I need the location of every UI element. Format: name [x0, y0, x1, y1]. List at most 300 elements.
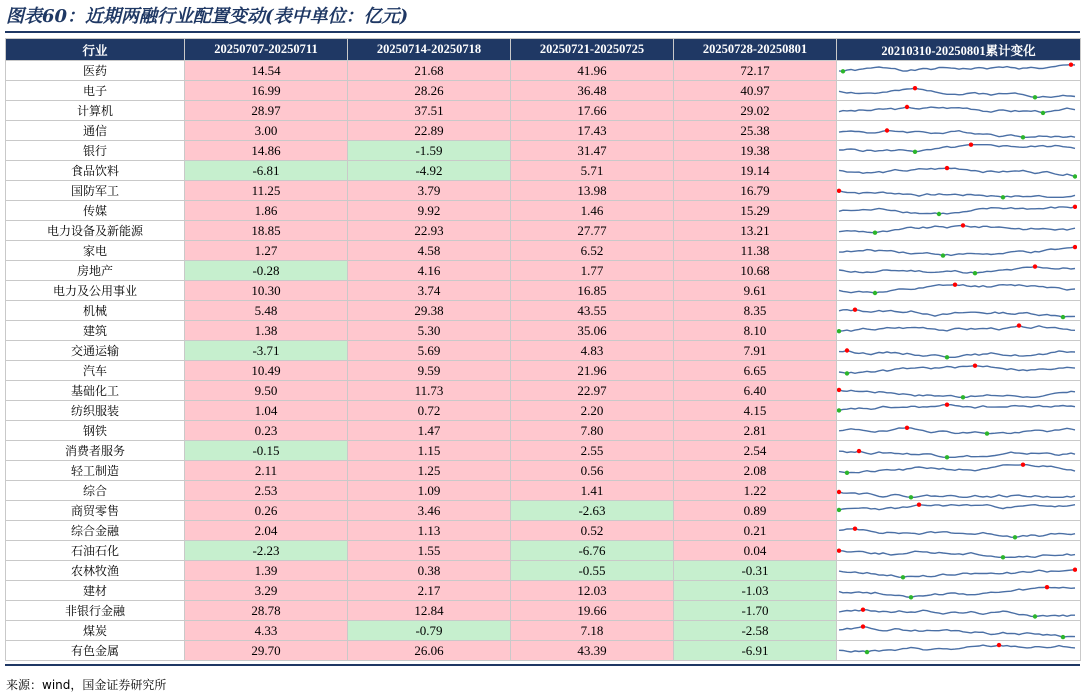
sparkline	[837, 422, 1077, 440]
sparkline	[837, 602, 1077, 620]
sparkline-cell	[837, 61, 1081, 81]
value-cell: 1.55	[348, 541, 511, 561]
sparkline	[837, 562, 1077, 580]
value-cell: 4.33	[185, 621, 348, 641]
sparkline-min-marker	[1001, 555, 1005, 559]
value-cell: 2.53	[185, 481, 348, 501]
value-cell: 0.72	[348, 401, 511, 421]
sparkline-path	[839, 427, 1075, 433]
sparkline-cell	[837, 341, 1081, 361]
value-cell: 2.11	[185, 461, 348, 481]
value-cell: 0.52	[511, 521, 674, 541]
sparkline-max-marker	[1033, 264, 1037, 268]
value-cell: -4.92	[348, 161, 511, 181]
sparkline-path	[839, 206, 1075, 213]
value-cell: 12.03	[511, 581, 674, 601]
value-cell: 7.80	[511, 421, 674, 441]
table-row	[6, 441, 1081, 461]
table-row	[6, 481, 1081, 501]
value-cell: 4.83	[511, 341, 674, 361]
value-cell: 6.65	[674, 361, 837, 381]
sparkline-min-marker	[1013, 535, 1017, 539]
sparkline-max-marker	[861, 624, 865, 628]
table-row	[6, 401, 1081, 421]
value-cell: 21.68	[348, 61, 511, 81]
industry-cell: 综合金融	[6, 521, 185, 541]
value-cell: 7.18	[511, 621, 674, 641]
value-cell: 0.04	[674, 541, 837, 561]
sparkline-min-marker	[841, 69, 845, 73]
sparkline	[837, 462, 1077, 480]
value-cell: 9.61	[674, 281, 837, 301]
table-row	[6, 281, 1081, 301]
value-cell: 22.97	[511, 381, 674, 401]
value-cell: -1.70	[674, 601, 837, 621]
sparkline-cell	[837, 521, 1081, 541]
sparkline-min-marker	[937, 211, 941, 215]
industry-cell: 基础化工	[6, 381, 185, 401]
margin-financing-table	[5, 38, 1081, 661]
industry-cell: 综合	[6, 481, 185, 501]
value-cell: -1.03	[674, 581, 837, 601]
value-cell: 29.70	[185, 641, 348, 661]
value-cell: -0.15	[185, 441, 348, 461]
table-row	[6, 61, 1081, 81]
value-cell: 28.97	[185, 101, 348, 121]
sparkline-cell	[837, 601, 1081, 621]
value-cell: 0.56	[511, 461, 674, 481]
sparkline-cell	[837, 201, 1081, 221]
sparkline-cell	[837, 361, 1081, 381]
value-cell: 17.43	[511, 121, 674, 141]
value-cell: 13.98	[511, 181, 674, 201]
table-row	[6, 121, 1081, 141]
sparkline-path	[839, 266, 1075, 273]
sparkline-path	[839, 144, 1075, 151]
sparkline-cell	[837, 241, 1081, 261]
value-cell: -0.55	[511, 561, 674, 581]
table-row	[6, 101, 1081, 121]
value-cell: 28.26	[348, 81, 511, 101]
header-cumulative: 20210310-20250801累计变化	[837, 39, 1081, 61]
sparkline-cell	[837, 181, 1081, 201]
value-cell: 1.27	[185, 241, 348, 261]
sparkline	[837, 182, 1077, 200]
sparkline-cell	[837, 281, 1081, 301]
value-cell: 16.85	[511, 281, 674, 301]
value-cell: 6.52	[511, 241, 674, 261]
value-cell: 19.66	[511, 601, 674, 621]
chart-title: 图表60：近期两融行业配置变动(表中单位：亿元)	[6, 6, 409, 27]
value-cell: 1.47	[348, 421, 511, 441]
value-cell: 43.55	[511, 301, 674, 321]
value-cell: 9.92	[348, 201, 511, 221]
value-cell: 27.77	[511, 221, 674, 241]
value-cell: 12.84	[348, 601, 511, 621]
industry-cell: 有色金属	[6, 641, 185, 661]
value-cell: 41.96	[511, 61, 674, 81]
value-cell: 3.00	[185, 121, 348, 141]
sparkline-path	[839, 350, 1075, 357]
value-cell: 10.68	[674, 261, 837, 281]
sparkline-min-marker	[1061, 634, 1065, 638]
value-cell: 5.48	[185, 301, 348, 321]
value-cell: 3.46	[348, 501, 511, 521]
sparkline-path	[839, 309, 1075, 316]
sparkline-max-marker	[885, 128, 889, 132]
value-cell: 15.29	[674, 201, 837, 221]
sparkline-min-marker	[837, 329, 841, 333]
header-week-1: 20250707-20250711	[185, 39, 348, 61]
industry-cell: 传媒	[6, 201, 185, 221]
table-row	[6, 301, 1081, 321]
sparkline-min-marker	[873, 230, 877, 234]
industry-cell: 电力设备及新能源	[6, 221, 185, 241]
table-row	[6, 561, 1081, 581]
sparkline-min-marker	[1033, 95, 1037, 99]
bottom-rule	[5, 664, 1080, 666]
value-cell: 29.02	[674, 101, 837, 121]
value-cell: 9.50	[185, 381, 348, 401]
sparkline-path	[839, 190, 1075, 197]
sparkline-path	[839, 587, 1075, 597]
value-cell: 2.54	[674, 441, 837, 461]
value-cell: 11.38	[674, 241, 837, 261]
industry-cell: 交通运输	[6, 341, 185, 361]
sparkline-cell	[837, 261, 1081, 281]
sparkline-min-marker	[945, 355, 949, 359]
industry-cell: 电力及公用事业	[6, 281, 185, 301]
sparkline-max-marker	[837, 387, 841, 391]
sparkline	[837, 62, 1077, 80]
value-cell: 40.97	[674, 81, 837, 101]
table-row	[6, 541, 1081, 561]
industry-cell: 煤炭	[6, 621, 185, 641]
industry-cell: 医药	[6, 61, 185, 81]
sparkline-min-marker	[973, 271, 977, 275]
industry-cell: 建材	[6, 581, 185, 601]
industry-cell: 建筑	[6, 321, 185, 341]
value-cell: 2.81	[674, 421, 837, 441]
value-cell: 37.51	[348, 101, 511, 121]
sparkline-cell	[837, 541, 1081, 561]
table-row	[6, 621, 1081, 641]
sparkline-min-marker	[945, 455, 949, 459]
value-cell: 4.16	[348, 261, 511, 281]
header-week-3: 20250721-20250725	[511, 39, 674, 61]
table-row	[6, 581, 1081, 601]
industry-cell: 汽车	[6, 361, 185, 381]
sparkline-max-marker	[905, 104, 909, 108]
table-row	[6, 641, 1081, 661]
sparkline-path	[839, 130, 1075, 137]
value-cell: 2.08	[674, 461, 837, 481]
sparkline-max-marker	[857, 448, 861, 452]
value-cell: -6.91	[674, 641, 837, 661]
sparkline-cell	[837, 121, 1081, 141]
industry-cell: 轻工制造	[6, 461, 185, 481]
value-cell: 4.15	[674, 401, 837, 421]
table-row	[6, 321, 1081, 341]
sparkline-min-marker	[1073, 174, 1077, 178]
sparkline	[837, 82, 1077, 100]
value-cell: 0.38	[348, 561, 511, 581]
value-cell: 1.41	[511, 481, 674, 501]
sparkline	[837, 482, 1077, 500]
sparkline-max-marker	[913, 86, 917, 90]
value-cell: 3.74	[348, 281, 511, 301]
sparkline-path	[839, 492, 1075, 497]
sparkline	[837, 262, 1077, 280]
sparkline-cell	[837, 81, 1081, 101]
sparkline-max-marker	[845, 348, 849, 352]
industry-cell: 纺织服装	[6, 401, 185, 421]
value-cell: 35.06	[511, 321, 674, 341]
value-cell: 6.40	[674, 381, 837, 401]
sparkline-cell	[837, 381, 1081, 401]
industry-cell: 银行	[6, 141, 185, 161]
sparkline-max-marker	[905, 425, 909, 429]
sparkline-max-marker	[973, 363, 977, 367]
sparkline-max-marker	[1017, 323, 1021, 327]
sparkline	[837, 542, 1077, 560]
sparkline-min-marker	[909, 495, 913, 499]
sparkline-path	[839, 504, 1075, 509]
table-row	[6, 81, 1081, 101]
value-cell: -2.23	[185, 541, 348, 561]
sparkline	[837, 442, 1077, 460]
sparkline	[837, 582, 1077, 600]
sparkline-min-marker	[1061, 314, 1065, 318]
value-cell: 0.21	[674, 521, 837, 541]
value-cell: 22.89	[348, 121, 511, 141]
value-cell: 0.89	[674, 501, 837, 521]
sparkline-path	[839, 609, 1075, 616]
sparkline	[837, 122, 1077, 140]
industry-cell: 机械	[6, 301, 185, 321]
value-cell: 1.46	[511, 201, 674, 221]
industry-cell: 国防军工	[6, 181, 185, 201]
value-cell: 0.23	[185, 421, 348, 441]
value-cell: 14.86	[185, 141, 348, 161]
industry-cell: 商贸零售	[6, 501, 185, 521]
sparkline-path	[839, 464, 1075, 472]
sparkline-min-marker	[1041, 110, 1045, 114]
table-row	[6, 501, 1081, 521]
sparkline-max-marker	[917, 502, 921, 506]
value-cell: -6.81	[185, 161, 348, 181]
value-cell: 26.06	[348, 641, 511, 661]
sparkline-max-marker	[969, 142, 973, 146]
value-cell: 22.93	[348, 221, 511, 241]
industry-cell: 计算机	[6, 101, 185, 121]
sparkline-cell	[837, 401, 1081, 421]
sparkline-max-marker	[853, 307, 857, 311]
sparkline-max-marker	[961, 223, 965, 227]
sparkline-max-marker	[1073, 204, 1077, 208]
value-cell: 17.66	[511, 101, 674, 121]
table-row	[6, 161, 1081, 181]
industry-cell: 钢铁	[6, 421, 185, 441]
table-row	[6, 461, 1081, 481]
industry-cell: 电子	[6, 81, 185, 101]
sparkline-path	[839, 528, 1075, 537]
value-cell: 1.25	[348, 461, 511, 481]
sparkline-cell	[837, 621, 1081, 641]
industry-cell: 非银行金融	[6, 601, 185, 621]
sparkline-path	[839, 247, 1075, 256]
value-cell: 1.39	[185, 561, 348, 581]
value-cell: 28.78	[185, 601, 348, 621]
sparkline-min-marker	[873, 290, 877, 294]
sparkline-cell	[837, 461, 1081, 481]
value-cell: 19.38	[674, 141, 837, 161]
sparkline-max-marker	[1073, 567, 1077, 571]
value-cell: 11.25	[185, 181, 348, 201]
value-cell: 14.54	[185, 61, 348, 81]
value-cell: 5.69	[348, 341, 511, 361]
value-cell: 2.55	[511, 441, 674, 461]
sparkline	[837, 202, 1077, 220]
sparkline-min-marker	[901, 575, 905, 579]
table-row	[6, 181, 1081, 201]
value-cell: -3.71	[185, 341, 348, 361]
sparkline-path	[839, 645, 1075, 652]
value-cell: -0.79	[348, 621, 511, 641]
header-row	[6, 39, 1081, 61]
sparkline-cell	[837, 221, 1081, 241]
value-cell: 1.09	[348, 481, 511, 501]
sparkline-min-marker	[837, 408, 841, 412]
sparkline-min-marker	[941, 253, 945, 257]
value-cell: 7.91	[674, 341, 837, 361]
industry-cell: 石油石化	[6, 541, 185, 561]
table-row	[6, 261, 1081, 281]
table-row	[6, 361, 1081, 381]
sparkline	[837, 382, 1077, 400]
sparkline-max-marker	[853, 526, 857, 530]
sparkline-cell	[837, 141, 1081, 161]
value-cell: 4.58	[348, 241, 511, 261]
header-week-2: 20250714-20250718	[348, 39, 511, 61]
value-cell: 31.47	[511, 141, 674, 161]
value-cell: 2.17	[348, 581, 511, 601]
sparkline-max-marker	[953, 282, 957, 286]
sparkline-min-marker	[865, 649, 869, 653]
value-cell: 2.20	[511, 401, 674, 421]
sparkline-min-marker	[913, 149, 917, 153]
table-row	[6, 341, 1081, 361]
sparkline-cell	[837, 581, 1081, 601]
value-cell: 36.48	[511, 81, 674, 101]
sparkline-path	[839, 389, 1075, 396]
sparkline-max-marker	[945, 402, 949, 406]
table-body	[6, 61, 1081, 661]
table-row	[6, 421, 1081, 441]
value-cell: 18.85	[185, 221, 348, 241]
value-cell: 8.35	[674, 301, 837, 321]
table-row	[6, 141, 1081, 161]
value-cell: 43.39	[511, 641, 674, 661]
sparkline-max-marker	[1021, 462, 1025, 466]
value-cell: -2.63	[511, 501, 674, 521]
sparkline-path	[839, 64, 1075, 71]
value-cell: 16.79	[674, 181, 837, 201]
value-cell: 11.73	[348, 381, 511, 401]
value-cell: 72.17	[674, 61, 837, 81]
sparkline	[837, 142, 1077, 160]
sparkline-min-marker	[837, 507, 841, 511]
table-row	[6, 201, 1081, 221]
sparkline-max-marker	[1069, 62, 1073, 66]
sparkline	[837, 622, 1077, 640]
industry-cell: 房地产	[6, 261, 185, 281]
sparkline-path	[839, 88, 1075, 97]
sparkline	[837, 322, 1077, 340]
value-cell: 8.10	[674, 321, 837, 341]
value-cell: -6.76	[511, 541, 674, 561]
industry-cell: 农林牧渔	[6, 561, 185, 581]
value-cell: 1.38	[185, 321, 348, 341]
sparkline	[837, 642, 1077, 660]
sparkline-max-marker	[1073, 244, 1077, 248]
table-row	[6, 241, 1081, 261]
value-cell: 16.99	[185, 81, 348, 101]
sparkline-max-marker	[861, 607, 865, 611]
sparkline	[837, 242, 1077, 260]
industry-cell: 家电	[6, 241, 185, 261]
table-row	[6, 381, 1081, 401]
value-cell: 1.13	[348, 521, 511, 541]
value-cell: -0.28	[185, 261, 348, 281]
sparkline-cell	[837, 161, 1081, 181]
value-cell: 2.04	[185, 521, 348, 541]
value-cell: -0.31	[674, 561, 837, 581]
sparkline	[837, 102, 1077, 120]
sparkline-cell	[837, 561, 1081, 581]
value-cell: -2.58	[674, 621, 837, 641]
industry-cell: 通信	[6, 121, 185, 141]
value-cell: 29.38	[348, 301, 511, 321]
sparkline-path	[839, 451, 1075, 457]
sparkline	[837, 302, 1077, 320]
sparkline-min-marker	[845, 371, 849, 375]
value-cell: 21.96	[511, 361, 674, 381]
value-cell: 25.38	[674, 121, 837, 141]
sparkline	[837, 502, 1077, 520]
sparkline-min-marker	[961, 395, 965, 399]
table-row	[6, 221, 1081, 241]
sparkline	[837, 362, 1077, 380]
sparkline-cell	[837, 481, 1081, 501]
value-cell: 1.22	[674, 481, 837, 501]
value-cell: 19.14	[674, 161, 837, 181]
sparkline-cell	[837, 641, 1081, 661]
table-row	[6, 601, 1081, 621]
value-cell: 3.79	[348, 181, 511, 201]
sparkline-cell	[837, 301, 1081, 321]
sparkline-path	[839, 404, 1075, 410]
sparkline-path	[839, 365, 1075, 373]
header-industry: 行业	[6, 39, 185, 61]
value-cell: 5.71	[511, 161, 674, 181]
sparkline-min-marker	[1033, 614, 1037, 618]
sparkline	[837, 522, 1077, 540]
value-cell: 10.30	[185, 281, 348, 301]
sparkline-cell	[837, 441, 1081, 461]
sparkline-min-marker	[985, 431, 989, 435]
sparkline-path	[839, 107, 1075, 113]
